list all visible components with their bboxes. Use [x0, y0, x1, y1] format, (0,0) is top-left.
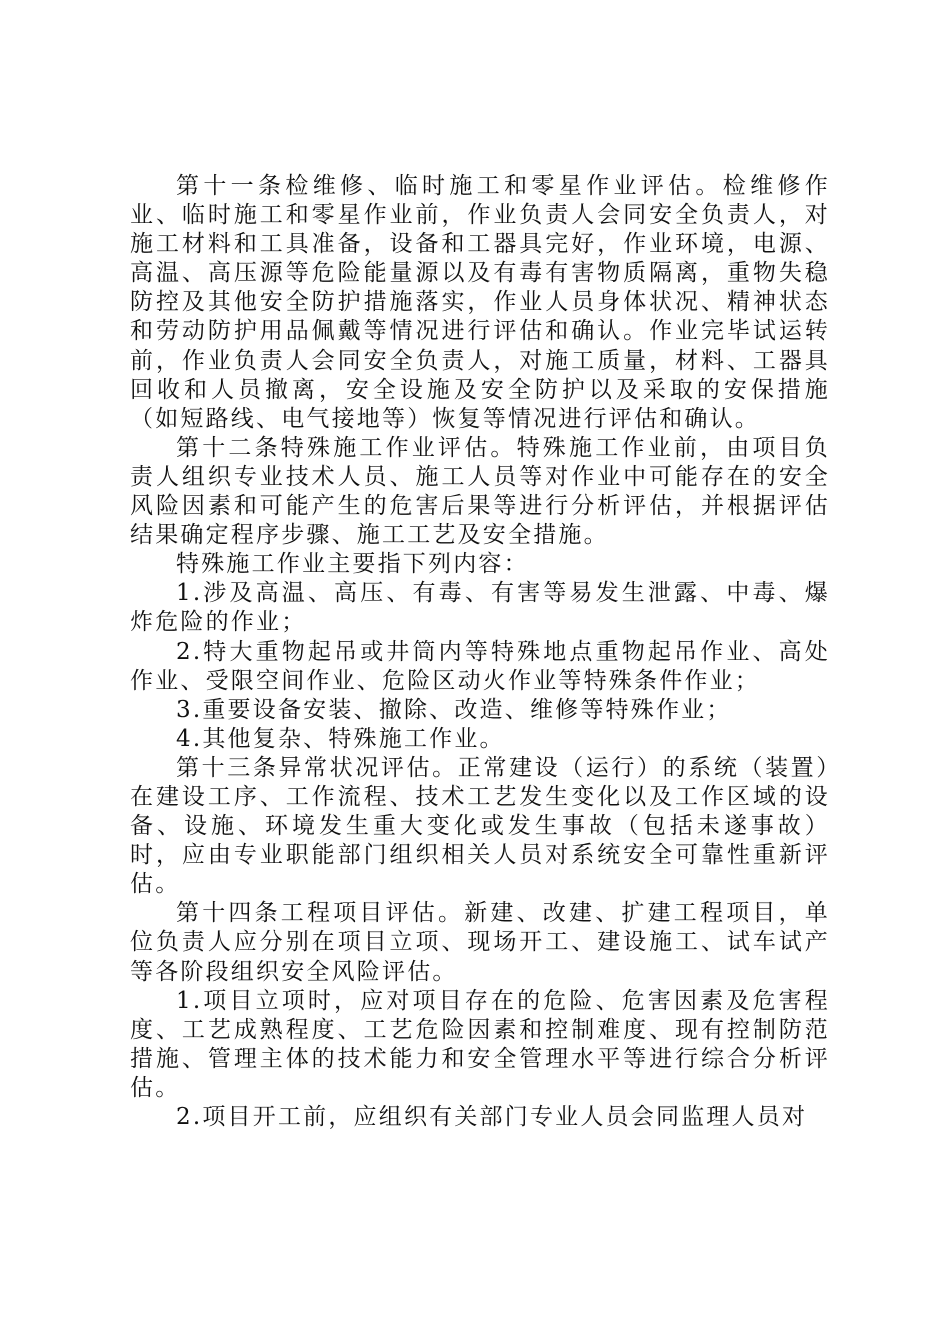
list-item-special-work-3: 3.重要设备安装、撤除、改造、维修等特殊作业； [176, 696, 732, 723]
list-item-special-work-4: 4.其他复杂、特殊施工作业。 [176, 725, 505, 752]
list-item-special-work-2: 2.特大重物起吊或井筒内等特殊地点重物起吊作业、高处作业、受限空间作业、危险区动火作业等特殊条件作业； [130, 638, 830, 694]
paragraph-article-14: 第十四条工程项目评估。新建、改建、扩建工程项目，单位负责人应分别在项目立项、现场开工、建设施工、试车试产等各阶段组织安全风险评估。 [130, 900, 830, 985]
list-item-project-2: 2.项目开工前，应组织有关部门专业人员会同监理人员对 [176, 1104, 808, 1130]
list-item-project-1: 1.项目立项时，应对项目存在的危险、危害因素及危害程度、工艺成熟程度、工艺危险因素和控制难度、现有控制防范措施、管理主体的技术能力和安全管理水平等进行综合分析评估。 [130, 987, 830, 1101]
paragraph-article-11: 第十一条检维修、临时施工和零星作业评估。检维修作业、临时施工和零星作业前，作业负责人会同安全负责人，对施工材料和工具准备，设备和工器具完好，作业环境，电源、高温、高压源等危险能量源以及有毒有害物质隔离，重物失稳防控及其他安全防护措施落实，作业人员身体状况、精神状态和劳动防护用品佩戴等情况进行评估和确认。作业完毕试运转前，作业负责人会同安全负责人，对施工质量，材料、工器具回收和人员撤离，安全设施及安全防护以及采取的安保措施（如短路线、电气接地等）恢复等情况进行评估和确认。 [130, 173, 830, 432]
paragraph-article-12: 第十二条特殊施工作业评估。特殊施工作业前，由项目负责人组织专业技术人员、施工人员等对作业中可能存在的安全风险因素和可能产生的危害后果等进行分析评估，并根据评估结果确定程序步骤、施工工艺及安全措施。 [130, 434, 830, 549]
document-body [130, 172, 830, 1132]
paragraph-special-work-intro: 特殊施工作业主要指下列内容： [176, 551, 529, 578]
list-item-special-work-1: 1.涉及高温、高压、有毒、有害等易发生泄露、中毒、爆炸危险的作业； [130, 580, 830, 636]
paragraph-article-13: 第十三条异常状况评估。正常建设（运行）的系统（装置）在建设工序、工作流程、技术工艺发生变化以及工作区域的设备、设施、环境发生重大变化或发生事故（包括未遂事故）时，应由专业职能部门组织相关人员对系统安全可靠性重新评估。 [130, 754, 830, 898]
